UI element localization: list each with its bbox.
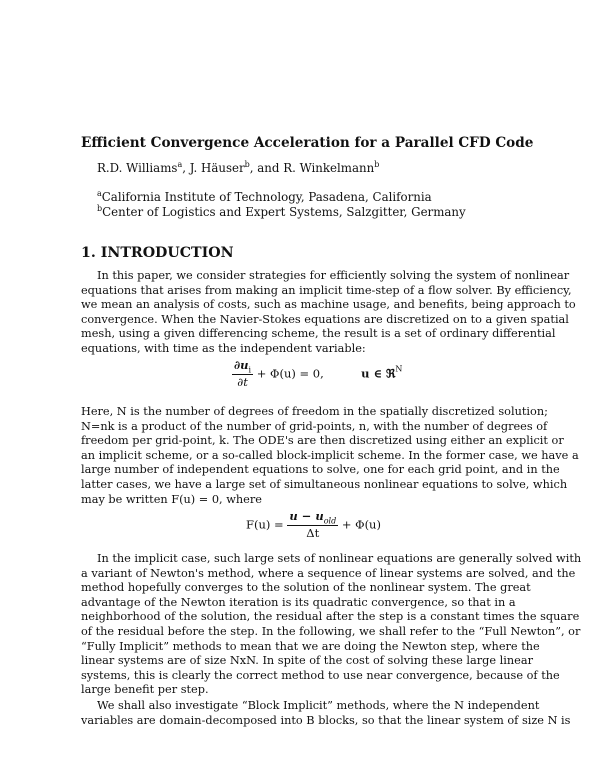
affiliation-mark: a <box>97 189 102 198</box>
text-line: large number of independent equations to solve, one for each grid point, and in the <box>81 463 560 477</box>
author-name: J. Häuser <box>189 161 245 175</box>
text-line: Here, N is the number of degrees of freedom in the spatially discretized solution; <box>81 405 548 418</box>
affiliation-mark: b <box>97 204 103 213</box>
paragraph-3 <box>81 552 582 698</box>
text-line: We shall also investigate “Block Implicit” methods, where the N independent <box>97 699 540 712</box>
author-mark: b <box>244 160 250 169</box>
paragraph-4 <box>81 699 571 728</box>
text-line: variables are domain-decomposed into B blocks, so that the linear system of size N is <box>81 713 571 727</box>
author-mark: a <box>177 160 183 169</box>
text-line: method hopefully converges to the solution of the nonlinear system. The great <box>81 581 531 595</box>
text-line: In this paper, we consider strategies for efficiently solving the system of nonlinear <box>97 269 570 282</box>
affiliation <box>97 190 432 204</box>
eq-subscript: old <box>323 516 337 526</box>
text-line: linear systems are of size NxN. In spite of the cost of solving these large linear <box>81 654 533 668</box>
affiliation-text: Center of Logistics and Expert Systems, Salzgitter, Germany <box>102 205 466 219</box>
text-line: freedom per grid-point, k. The ODE's are then discretized using either an explicit or <box>81 434 564 448</box>
author-list <box>97 161 379 175</box>
eq-denominator: Δt <box>306 526 320 541</box>
text-line: of the residual before the step. In the following, we shall refer to the “Full Newton”, or <box>81 624 581 638</box>
text-line: “Fully Implicit” methods to mean that we are doing the Newton step, where the <box>81 639 540 653</box>
text-line: latter cases, we have a large set of simultaneous nonlinear equations to solve, which <box>81 477 568 491</box>
text-line: we mean an analysis of costs, such as machine usage, and benefits, being approach to <box>81 298 576 312</box>
text-line: mesh, using a given differencing scheme, the result is a set of ordinary differential <box>81 327 556 341</box>
text-line: convergence. When the Navier-Stokes equations are discretized on to a given spatial <box>81 312 569 326</box>
equation-1 <box>232 358 402 389</box>
author-separator: , and <box>249 161 284 175</box>
eq-condition: u ∈ ℜ <box>361 366 396 381</box>
text-line: a variant of Newton's method, where a sequence of linear systems are solved, and the <box>81 566 576 580</box>
text-line: equations, with time as the independent variable: <box>81 341 366 355</box>
affiliation-text: California Institute of Technology, Pasadena, California <box>101 190 432 204</box>
equation-fraction <box>287 509 338 540</box>
author-name: R.D. Williams <box>97 161 178 175</box>
eq-superscript: N <box>395 364 403 374</box>
text-line: may be written F(u) = 0, where <box>81 492 262 506</box>
eq-rhs: + Φ(u) <box>341 517 381 532</box>
section-heading: 1. INTRODUCTION <box>81 245 234 261</box>
paper-title: Efficient Convergence Acceleration for a Parallel CFD Code <box>81 135 534 151</box>
author-name: R. Winkelmann <box>283 161 375 175</box>
affiliation <box>97 205 466 219</box>
eq-rhs: + Φ(u) = 0, <box>256 366 324 381</box>
text-line: large benefit per step. <box>81 683 209 697</box>
paragraph-2 <box>81 405 579 507</box>
eq-numerator: u − u <box>289 509 324 523</box>
equation-fraction <box>232 358 253 389</box>
text-line: systems, this is clearly the correct method to use near convergence, because of the <box>81 668 560 682</box>
text-line: an implicit scheme, or a so-called block-implicit scheme. In the former case, we have a <box>81 448 579 462</box>
author-mark: b <box>374 160 380 169</box>
text-line: neighborhood of the solution, the residual after the step is a constant times the square <box>81 610 580 624</box>
text-line: advantage of the Newton iteration is its quadratic convergence, so that in a <box>81 595 516 609</box>
text-line: N=nk is a product of the number of grid-points, n, with the number of degrees of <box>81 419 548 433</box>
author-separator: , <box>182 161 190 175</box>
eq-subscript: i <box>248 365 252 375</box>
eq-lhs: F(u) = <box>246 517 284 532</box>
text-line: equations that arises from making an implicit time-step of a flow solver. By efficiency, <box>81 283 572 297</box>
eq-denominator: ∂t <box>237 375 248 390</box>
equation-2 <box>246 509 381 540</box>
paragraph-1 <box>81 269 576 357</box>
text-line: In the implicit case, such large sets of nonlinear equations are generally solved with <box>97 552 582 565</box>
eq-numerator: ∂u <box>234 358 249 372</box>
